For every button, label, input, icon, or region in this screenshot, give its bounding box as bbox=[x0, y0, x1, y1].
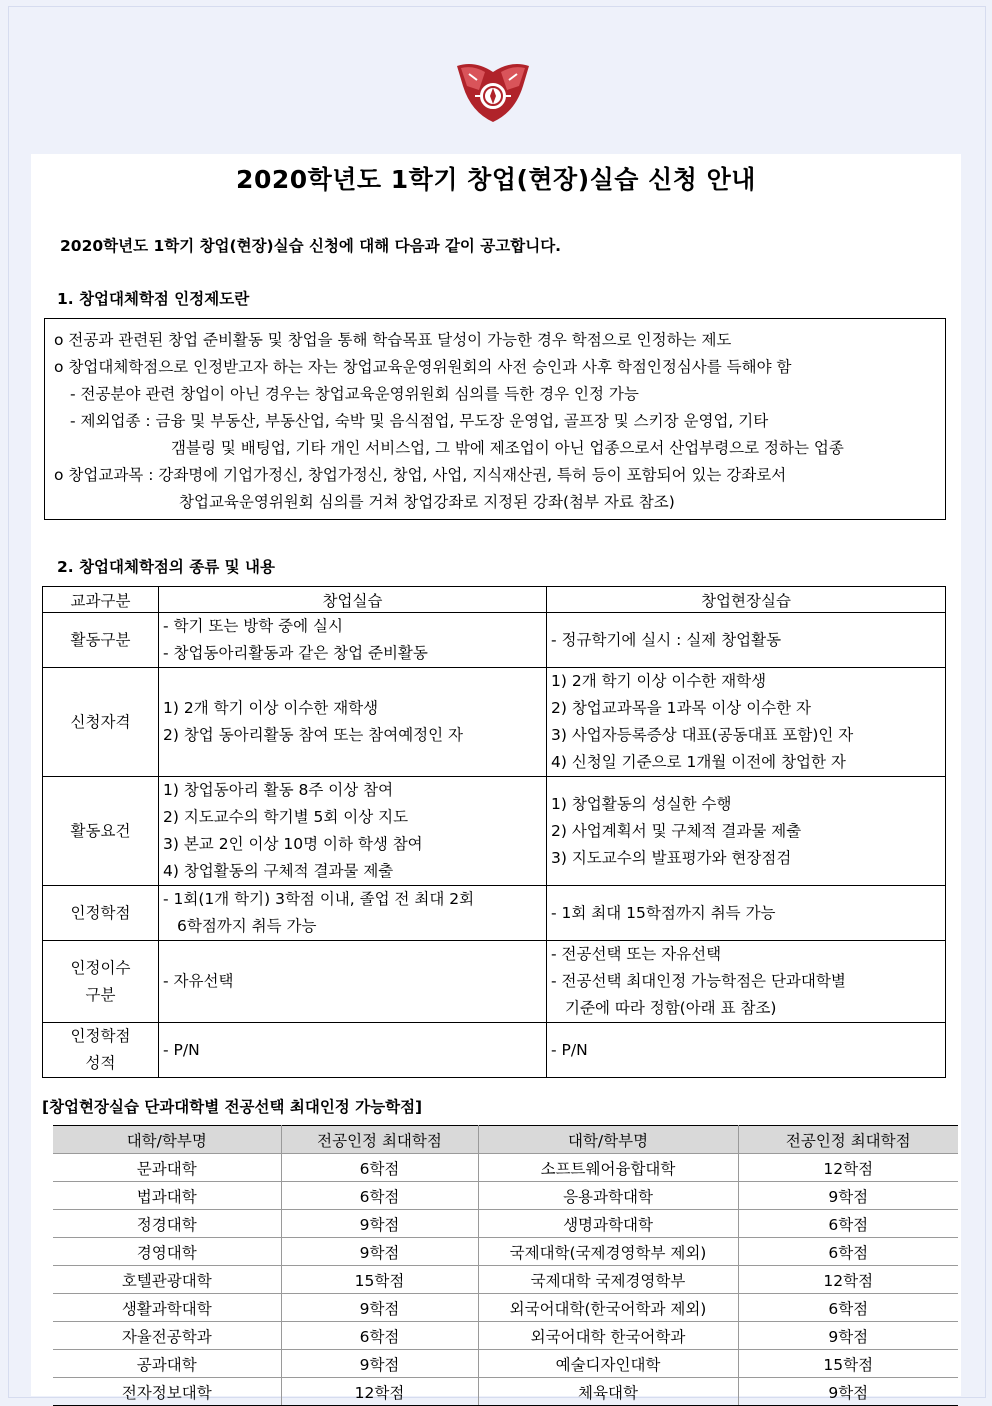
credit-cell: 6학점 bbox=[738, 1238, 958, 1266]
header-cell: 대학/학부명 bbox=[478, 1126, 738, 1154]
credit-type-table bbox=[42, 586, 946, 1078]
cell-practice bbox=[159, 886, 547, 941]
college-name-cell: 소프트웨어융합대학 bbox=[478, 1154, 738, 1182]
credit-cell: 9학점 bbox=[738, 1322, 958, 1350]
table-row bbox=[53, 1322, 958, 1350]
header-cell: 창업현장실습 bbox=[547, 587, 946, 613]
cell-line: - 전공선택 또는 자유선택 bbox=[551, 945, 722, 963]
cell-line: - P/N bbox=[163, 1040, 200, 1059]
table-row bbox=[53, 1154, 958, 1182]
cell-line: - 자유선택 bbox=[163, 972, 234, 990]
cell-practice bbox=[159, 1023, 547, 1078]
college-name-cell: 예술디자인대학 bbox=[478, 1350, 738, 1378]
cell-line: 2) 창업 동아리활동 참여 또는 참여예정인 자 bbox=[163, 726, 464, 744]
cell-line: 2) 사업계획서 및 구체적 결과물 제출 bbox=[551, 821, 802, 840]
section1-line: o 창업교과목 : 강좌명에 기업가정신, 창업가정신, 창업, 사업, 지식재산권, 특허 등이 포함되어 있는 강좌로서 bbox=[54, 466, 787, 484]
university-seal-icon bbox=[455, 56, 531, 126]
table-row bbox=[53, 1238, 958, 1266]
college-name-cell: 공과대학 bbox=[53, 1350, 281, 1378]
cell-line: 3) 본교 2인 이상 10명 이하 학생 참여 bbox=[163, 835, 423, 853]
cell-line: 3) 사업자등록증상 대표(공동대표 포함)인 자 bbox=[551, 726, 854, 744]
cell-field-practice bbox=[547, 941, 946, 1023]
cell-practice bbox=[159, 777, 547, 886]
credit-cell: 6학점 bbox=[738, 1210, 958, 1238]
table-row bbox=[53, 1266, 958, 1294]
header-cell: 전공인정 최대학점 bbox=[281, 1126, 478, 1154]
cell-line: - 정규학기에 실시 : 실제 창업활동 bbox=[551, 630, 782, 649]
section1-line: - 전공분야 관련 창업이 아닌 경우는 창업교육운영위원회 심의를 득한 경우 인정 가능 bbox=[70, 385, 639, 403]
table-row bbox=[53, 1210, 958, 1238]
college-name-cell: 정경대학 bbox=[53, 1210, 281, 1238]
cell-line: - 창업동아리활동과 같은 창업 준비활동 bbox=[163, 644, 428, 662]
table-row bbox=[43, 668, 946, 777]
cell-practice bbox=[159, 668, 547, 777]
row-label: 신청자격 bbox=[43, 668, 159, 777]
credit-cell: 6학점 bbox=[281, 1322, 478, 1350]
cell-line: 기준에 따라 정함(아래 표 참조) bbox=[565, 999, 777, 1017]
section1-line: 갬블링 및 배팅업, 기타 개인 서비스업, 그 밖에 제조업이 아닌 업종으로서 산업부령으로 정하는 업종 bbox=[171, 439, 844, 457]
row-label: 인정이수 구분 bbox=[43, 941, 159, 1023]
cell-line: - 1회(1개 학기) 3학점 이내, 졸업 전 최대 2회 bbox=[163, 890, 475, 908]
table-row bbox=[43, 886, 946, 941]
section1-line: 창업교육운영위원회 심의를 거쳐 창업강좌로 지정된 강좌(첨부 자료 참조) bbox=[179, 493, 675, 511]
table-row bbox=[43, 613, 946, 668]
cell-line: - 학기 또는 방학 중에 실시 bbox=[163, 617, 343, 635]
intro-text: 2020학년도 1학기 창업(현장)실습 신청에 대해 다음과 같이 공고합니다. bbox=[60, 237, 562, 255]
cell-line: 6학점까지 취득 가능 bbox=[177, 917, 317, 935]
table-row bbox=[43, 777, 946, 886]
table-row bbox=[43, 1023, 946, 1078]
credit-cell: 9학점 bbox=[281, 1294, 478, 1322]
section1-line: o 전공과 관련된 창업 준비활동 및 창업을 통해 학습목표 달성이 가능한 경우 학점으로 인정하는 제도 bbox=[54, 331, 732, 349]
credit-cell: 9학점 bbox=[281, 1238, 478, 1266]
table-row bbox=[53, 1350, 958, 1378]
table-header-row bbox=[43, 587, 946, 613]
credit-cell: 12학점 bbox=[738, 1154, 958, 1182]
cell-line: 1) 창업동아리 활동 8주 이상 참여 bbox=[163, 781, 394, 799]
table-row bbox=[53, 1182, 958, 1210]
row-label: 활동구분 bbox=[43, 613, 159, 668]
section1-line: o 창업대체학점으로 인정받고자 하는 자는 창업교육운영위원회의 사전 승인과 사후 학점인정심사를 득해야 함 bbox=[54, 358, 792, 376]
credit-cell: 6학점 bbox=[738, 1294, 958, 1322]
college-name-cell: 국제대학 국제경영학부 bbox=[478, 1266, 738, 1294]
page-title: 2020학년도 1학기 창업(현장)실습 신청 안내 bbox=[236, 165, 756, 194]
credit-cell: 9학점 bbox=[281, 1350, 478, 1378]
college-name-cell: 호텔관광대학 bbox=[53, 1266, 281, 1294]
cell-field-practice bbox=[547, 1023, 946, 1078]
college-name-cell: 전자정보대학 bbox=[53, 1378, 281, 1406]
table-header-row bbox=[53, 1126, 958, 1154]
college-name-cell: 자율전공학과 bbox=[53, 1322, 281, 1350]
college-name-cell: 체육대학 bbox=[478, 1378, 738, 1406]
college-credit-rows bbox=[53, 1154, 958, 1406]
row-label: 인정학점 성적 bbox=[43, 1023, 159, 1078]
header-cell: 창업실습 bbox=[159, 587, 547, 613]
credit-cell: 15학점 bbox=[738, 1350, 958, 1378]
credit-cell: 6학점 bbox=[281, 1154, 478, 1182]
row-label: 인정학점 bbox=[43, 886, 159, 941]
cell-line: 4) 신청일 기준으로 1개월 이전에 창업한 자 bbox=[551, 753, 846, 771]
section2-heading: 2. 창업대체학점의 종류 및 내용 bbox=[57, 558, 275, 576]
cell-line: 1) 2개 학기 이상 이수한 재학생 bbox=[551, 672, 767, 690]
cell-line: 1) 2개 학기 이상 이수한 재학생 bbox=[163, 699, 379, 717]
header-cell: 교과구분 bbox=[43, 587, 159, 613]
cell-line: - P/N bbox=[551, 1040, 588, 1059]
section3-heading: [창업현장실습 단과대학별 전공선택 최대인정 가능학점] bbox=[42, 1098, 423, 1116]
college-credit-table bbox=[53, 1125, 958, 1406]
table-row bbox=[53, 1294, 958, 1322]
cell-field-practice bbox=[547, 777, 946, 886]
college-name-cell: 외국어대학(한국어학과 제외) bbox=[478, 1294, 738, 1322]
row-label: 활동요건 bbox=[43, 777, 159, 886]
college-name-cell: 경영대학 bbox=[53, 1238, 281, 1266]
credit-cell: 9학점 bbox=[738, 1182, 958, 1210]
cell-field-practice bbox=[547, 886, 946, 941]
college-name-cell: 외국어대학 한국어학과 bbox=[478, 1322, 738, 1350]
cell-practice bbox=[159, 941, 547, 1023]
college-name-cell: 응용과학대학 bbox=[478, 1182, 738, 1210]
section1-line: - 제외업종 : 금융 및 부동산, 부동산업, 숙박 및 음식점업, 무도장 운영업, 골프장 및 스키장 운영업, 기타 bbox=[70, 412, 769, 430]
cell-field-practice bbox=[547, 668, 946, 777]
section1-box bbox=[44, 318, 946, 520]
credit-cell: 9학점 bbox=[281, 1210, 478, 1238]
cell-line: - 전공선택 최대인정 가능학점은 단과대학별 bbox=[551, 972, 846, 990]
credit-cell: 12학점 bbox=[738, 1266, 958, 1294]
college-name-cell: 법과대학 bbox=[53, 1182, 281, 1210]
cell-line: 3) 지도교수의 발표평가와 현장점검 bbox=[551, 848, 792, 867]
table-row bbox=[53, 1378, 958, 1406]
college-name-cell: 국제대학(국제경영학부 제외) bbox=[478, 1238, 738, 1266]
section1-heading: 1. 창업대체학점 인정제도란 bbox=[57, 290, 250, 308]
cell-line: - 1회 최대 15학점까지 취득 가능 bbox=[551, 903, 776, 922]
cell-field-practice bbox=[547, 613, 946, 668]
credit-cell: 6학점 bbox=[281, 1182, 478, 1210]
table-row bbox=[43, 941, 946, 1023]
college-name-cell: 문과대학 bbox=[53, 1154, 281, 1182]
header-cell: 대학/학부명 bbox=[53, 1126, 281, 1154]
cell-line: 2) 창업교과목을 1과목 이상 이수한 자 bbox=[551, 699, 812, 717]
cell-practice bbox=[159, 613, 547, 668]
college-name-cell: 생명과학대학 bbox=[478, 1210, 738, 1238]
credit-cell: 12학점 bbox=[281, 1378, 478, 1406]
cell-line: 4) 창업활동의 구체적 결과물 제출 bbox=[163, 862, 394, 880]
cell-line: 2) 지도교수의 학기별 5회 이상 지도 bbox=[163, 808, 409, 826]
credit-cell: 9학점 bbox=[738, 1378, 958, 1406]
credit-cell: 15학점 bbox=[281, 1266, 478, 1294]
header-cell: 전공인정 최대학점 bbox=[738, 1126, 958, 1154]
college-name-cell: 생활과학대학 bbox=[53, 1294, 281, 1322]
cell-line: 1) 창업활동의 성실한 수행 bbox=[551, 794, 732, 813]
